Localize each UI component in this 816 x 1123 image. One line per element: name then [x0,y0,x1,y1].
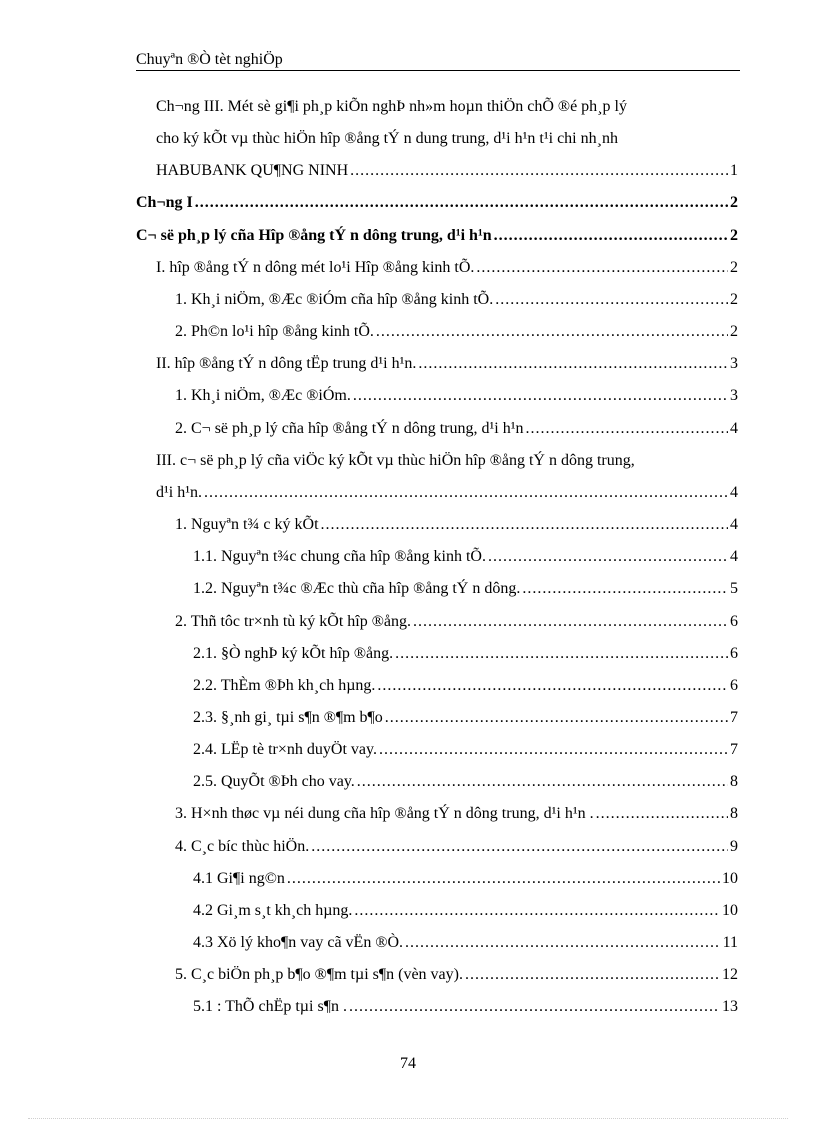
toc-leader [465,964,720,986]
toc-item-5-1 [193,996,738,1018]
toc-leader [526,418,728,440]
toc-entry-text: 2.4. LËp tè tr×nh duyÖt vay. [193,741,377,758]
toc-entry-text: 4. C¸c bíc thùc hiÖn. [175,838,310,855]
toc-page-number: 4 [730,548,738,565]
toc-leader [204,482,728,504]
toc-item-2 [175,611,738,633]
toc-entry-text: 1.2. Nguyªn t¾c ®Æc thù cña hîp ®ång tÝ n dông. [193,580,521,597]
toc-page-number: 2 [730,259,738,276]
toc-leader [376,321,728,343]
running-header: Chuyªn ®Ò tèt nghiÖp [136,51,283,68]
toc-item-2-2 [193,675,738,697]
toc-entry-text: 2. Thñ tôc tr×nh tù ký kÕt hîp ®ång. [175,613,411,630]
toc-leader [311,836,728,858]
toc-leader [354,900,720,922]
toc-entry-text: 2.2. ThÈm ®Þh kh¸ch hµng. [193,677,376,694]
toc-leader [353,385,728,407]
toc-leader [596,803,728,825]
toc-item-3 [175,803,738,825]
toc-page-number: 13 [722,998,738,1015]
toc-entry-text: 5.1 : ThÕ chËp tµi s¶n . [193,998,347,1015]
toc-page-number: 10 [722,870,738,887]
toc-leader [413,611,728,633]
toc-section-I [156,257,738,279]
toc-entry-text: 1.1. Nguyªn t¾c chung cña hîp ®ång kinh tÕ. [193,548,486,565]
toc-leader [357,771,728,793]
toc-page-number: 9 [730,838,738,855]
toc-leader [405,932,721,954]
toc-leader [350,160,728,182]
toc-page-number: 6 [730,613,738,630]
toc-section-II-2 [175,418,738,440]
toc-entry-text: 1. Kh¸i niÖm, ®Æc ®iÓm. [175,387,351,404]
toc-item-1-1 [193,546,738,568]
toc-page-number: 8 [730,773,738,790]
toc-page-number: 8 [730,805,738,822]
toc-leader [287,868,720,890]
toc-item-1-2 [193,578,738,600]
toc-entry-text: 4.3 Xö lý kho¶n vay cã vËn ®Ò. [193,934,404,951]
toc-entry-text: 2. C¬ së ph¸p lý cña hîp ®ång tÝ n dông trung, d¹i h¹n [175,420,524,437]
toc-entry-text: 4.2 Gi¸m s¸t kh¸ch hµng. [193,902,353,919]
toc-item-4-3 [193,932,738,954]
toc-leader [495,289,728,311]
toc-page-number: 3 [730,387,738,404]
toc-page-number: 5 [730,580,738,597]
toc-page-number: 12 [722,966,738,983]
toc-chapter1 [136,192,738,214]
toc-item-2-1 [193,643,738,665]
toc-page-number: 1 [730,162,738,179]
toc-entry-text: d¹i h¹n. [156,484,203,501]
toc-page-number: 11 [722,934,738,951]
toc-page-number: 2 [730,194,738,211]
toc-page-number: 3 [730,355,738,372]
toc-item-4-2 [193,900,738,922]
toc-leader [377,675,728,697]
toc-leader [321,514,728,536]
toc-leader [195,192,728,214]
toc-page-number: 6 [730,677,738,694]
toc-entry-text: 5. C¸c biÖn ph¸p b¶o ®¶m tµi s¶n (vèn vay). [175,966,463,983]
toc-entry-text: 1. Nguyªn t¾ c ký kÕt [175,516,319,533]
toc-page-number: 4 [730,484,738,501]
toc-entry-text: HABUBANK QU¶NG NINH [156,162,349,179]
toc-section-III-line1: III. c¬ së ph¸p lý cña viÖc ký kÕt vµ thùc hiÖn hîp ®ång tÝ n dông trung, [156,452,635,469]
toc-leader [522,578,728,600]
toc-section-I-1 [175,289,738,311]
toc-section-III-line2 [156,482,738,504]
toc-entry-text: I. hîp ®ång tÝ n dông mét lo¹i Hîp ®ång kinh tÕ. [156,259,475,276]
toc-item-5 [175,964,738,986]
toc-intro-line1: Ch¬ng III. Mét sè gi¶i ph¸p kiÕn nghÞ nh»m hoµn thiÖn chÕ ®é ph¸p lý [156,98,627,115]
toc-entry-text: 2.1. §Ò nghÞ ký kÕt hîp ®ång. [193,645,394,662]
toc-entry-text: Ch¬ng I [136,194,193,211]
toc-item-4 [175,836,738,858]
toc-page-number: 4 [730,420,738,437]
toc-leader [395,643,728,665]
toc-leader [476,257,728,279]
toc-entry-text: 3. H×nh thøc vµ néi dung cña hîp ®ång tÝ n dông trung, d¹i h¹n . [175,805,594,822]
toc-chapter1-title [136,225,738,247]
toc-entry-text: 2.3. §¸nh gi¸ tµi s¶n ®¶m b¶o [193,709,383,726]
toc-entry-text: 4.1 Gi¶i ng©n [193,870,285,887]
toc-intro-line3 [156,160,738,182]
toc-section-I-2 [175,321,738,343]
toc-item-4-1 [193,868,738,890]
toc-page-number: 10 [722,902,738,919]
toc-page-number: 4 [730,516,738,533]
toc-page-number: 2 [730,291,738,308]
toc-leader [494,225,728,247]
toc-entry-text: C¬ së ph¸p lý cña Hîp ®ång tÝ n dông trung, d¹i h¹n [136,227,492,244]
toc-entry-text: II. hîp ®ång tÝ n dông tËp trung d¹i h¹n. [156,355,417,372]
toc-entry-text: 1. Kh¸i niÖm, ®Æc ®iÓm cña hîp ®ång kinh tÕ. [175,291,494,308]
toc-leader [418,353,728,375]
toc-entry-text: 2.5. QuyÕt ®Þh cho vay. [193,773,355,790]
toc-page-number: 7 [730,741,738,758]
toc-section-II [156,353,738,375]
toc-leader [385,707,728,729]
toc-page-number: 7 [730,709,738,726]
toc-item-2-4 [193,739,738,761]
toc-leader [488,546,728,568]
toc-page-number: 2 [730,323,738,340]
toc-section-II-1 [175,385,738,407]
toc-leader [379,739,728,761]
toc-entry-text: 2. Ph©n lo¹i hîp ®ång kinh tÕ. [175,323,374,340]
toc-intro-line2: cho ký kÕt vµ thùc hiÖn hîp ®ång tÝ n dung trung, d¹i h¹n t¹i chi nh¸nh [156,130,618,147]
toc-item-2-3 [193,707,738,729]
page-number: 74 [400,1055,416,1072]
toc-page-number: 6 [730,645,738,662]
toc-leader [349,996,720,1018]
toc-item-2-5 [193,771,738,793]
bottom-divider [28,1118,788,1119]
toc-item-1 [175,514,738,536]
toc-page-number: 2 [730,227,738,244]
